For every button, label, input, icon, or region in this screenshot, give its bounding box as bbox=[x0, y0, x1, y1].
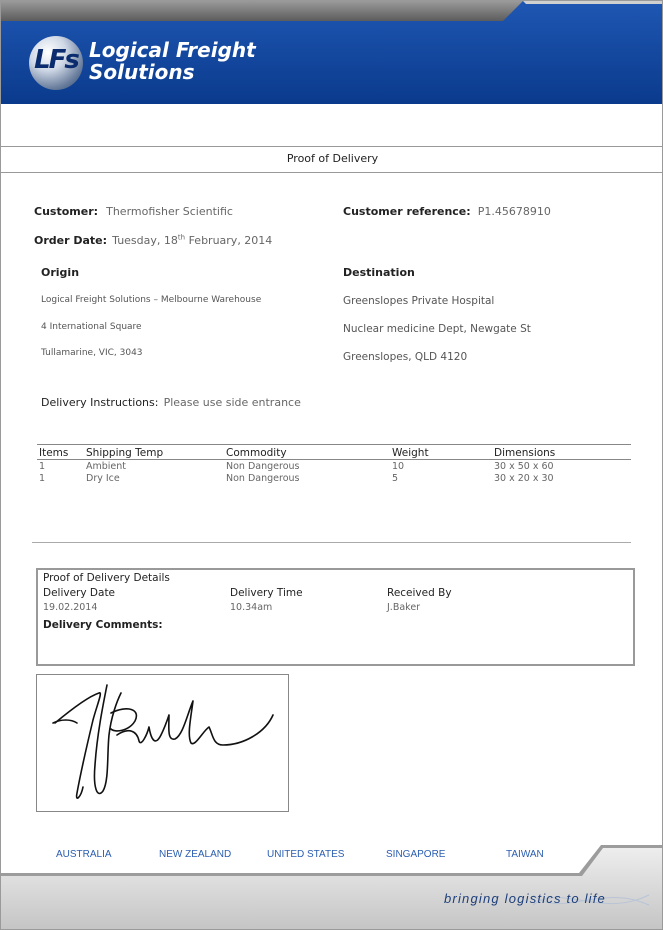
table-cell: Non Dangerous bbox=[226, 473, 300, 484]
column-header: Shipping Temp bbox=[84, 445, 224, 460]
table-cell: Dry Ice bbox=[86, 473, 120, 484]
country-label: NEW ZEALAND bbox=[159, 849, 232, 860]
table-cell: 1 bbox=[39, 473, 46, 484]
delivery-comments-label: Delivery Comments: bbox=[43, 619, 163, 631]
country-label: AUSTRALIA bbox=[56, 849, 112, 860]
country-label: SINGAPORE bbox=[386, 849, 446, 860]
destination-line: Nuclear medicine Dept, Newgate St bbox=[343, 323, 531, 335]
table-cell: 30 x 20 x 30 bbox=[494, 473, 554, 484]
page-title: Proof of Delivery bbox=[286, 152, 379, 165]
handwritten-signature-icon bbox=[37, 675, 288, 811]
customer-field: Customer: Thermofisher Scientific bbox=[34, 205, 233, 218]
table-row bbox=[37, 472, 631, 484]
delivery-date-value: 19.02.2014 bbox=[43, 602, 98, 613]
origin-line: 4 International Square bbox=[41, 322, 142, 332]
table-header-row bbox=[37, 445, 631, 460]
table-cell: Non Dangerous bbox=[226, 461, 300, 472]
customer-reference-field: Customer reference: P1.45678910 bbox=[343, 205, 551, 218]
pod-details-box bbox=[36, 568, 635, 666]
destination-line: Greenslopes Private Hospital bbox=[343, 295, 495, 307]
delivery-time-label: Delivery Time bbox=[230, 587, 303, 599]
table-cell: 1 bbox=[39, 461, 46, 472]
table-cell: Ambient bbox=[86, 461, 127, 472]
pod-details-heading: Proof of Delivery Details bbox=[43, 572, 170, 584]
divider bbox=[1, 172, 663, 173]
country-label: TAIWAN bbox=[506, 849, 544, 860]
origin-line: Logical Freight Solutions – Melbourne Warehouse bbox=[41, 295, 262, 305]
country-label: UNITED STATES bbox=[267, 849, 345, 860]
company-logo-icon: LFs bbox=[29, 36, 83, 90]
column-header: Commodity bbox=[224, 445, 390, 460]
table-cell: 10 bbox=[392, 461, 405, 472]
column-header: Dimensions bbox=[492, 445, 631, 460]
origin-heading: Origin bbox=[41, 266, 80, 279]
delivery-date-label: Delivery Date bbox=[43, 587, 116, 599]
order-date-field: Order Date: Tuesday, 18th February, 2014 bbox=[34, 233, 273, 247]
items-table bbox=[37, 444, 631, 484]
table-cell: 30 x 50 x 60 bbox=[494, 461, 554, 472]
divider bbox=[32, 542, 631, 543]
table-row bbox=[37, 460, 631, 473]
tagline: bringing logistics to life bbox=[444, 891, 606, 906]
signature-box bbox=[36, 674, 289, 812]
delivery-instructions: Delivery Instructions: Please use side entrance bbox=[41, 396, 301, 409]
delivery-time-value: 10.34am bbox=[230, 602, 273, 613]
table-cell: 5 bbox=[392, 473, 399, 484]
destination-heading: Destination bbox=[343, 266, 415, 279]
received-by-value: J.Baker bbox=[387, 602, 421, 613]
column-header: Items bbox=[37, 445, 84, 460]
company-name: Logical Freight Solutions bbox=[89, 38, 256, 84]
origin-line: Tullamarine, VIC, 3043 bbox=[41, 348, 143, 358]
received-by-label: Received By bbox=[387, 587, 452, 599]
divider bbox=[1, 146, 663, 147]
column-header: Weight bbox=[390, 445, 492, 460]
destination-line: Greenslopes, QLD 4120 bbox=[343, 351, 468, 363]
